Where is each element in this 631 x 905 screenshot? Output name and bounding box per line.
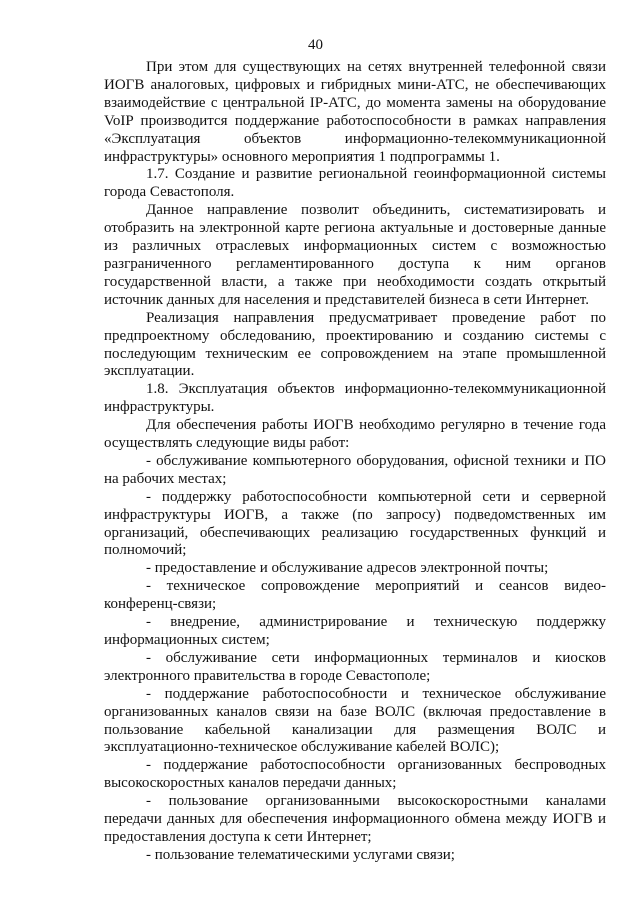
document-body: [104, 59, 606, 865]
list-item: - предоставление и обслуживание адресов электронной почты;: [146, 560, 549, 577]
list-item: - поддержание работоспособности организованных беспроводных высокоскоростных каналов передачи данных;: [104, 757, 606, 792]
list-item: - техническое сопровождение мероприятий и сеансов видео-конференц-связи;: [104, 578, 606, 613]
heading-section-1-8: 1.8. Эксплуатация объектов информационно-телекоммуникационной инфраструктуры.: [104, 381, 606, 416]
list-item: - обслуживание компьютерного оборудования, офисной техники и ПО на рабочих местах;: [104, 452, 606, 487]
list-item: - поддержку работоспособности компьютерной сети и серверной инфраструктуры ИОГВ, а также (по запросу) подведомственных им организаций, обеспечивающих реализацию государственных функций и полномочий;: [104, 488, 606, 559]
paragraph-implementation: Реализация направления предусматривает проведение работ по предпроектному обследованию, проектированию и созданию системы с последующим техническим ее сопровождением на этапе промышленной эксплуатации.: [104, 309, 606, 380]
list-item: - обслуживание сети информационных терминалов и киосков электронного правительства в городе Севастополе;: [104, 649, 606, 684]
list-item: - пользование организованными высокоскоростными каналами передачи данных для обеспечения информационного обмена между ИОГВ и предоставления доступа к сети Интернет;: [104, 793, 606, 845]
paragraph-geoinformation-system: Данное направление позволит объединить, систематизировать и отобразить на электронной карте региона актуальные и достоверные данные из различных отраслевых информационных систем с возможностью разграниченного регламентированного доступа к ним органов государственной власти, а также при необходимости создать открытый источник данных для населения и представителей бизнеса в сети Интернет.: [104, 202, 606, 308]
heading-section-1-7: 1.7. Создание и развитие региональной геоинформационной системы города Севастополя.: [104, 166, 606, 201]
page-number: 40: [308, 37, 323, 53]
list-item: - внедрение, администрирование и техническую поддержку информационных систем;: [104, 614, 606, 648]
list-item: - пользование телематическими услугами связи;: [146, 846, 455, 863]
paragraph-voip-maintenance: При этом для существующих на сетях внутренней телефонной связи ИОГВ аналоговых, цифровых и гибридных мини-АТС, не обеспечивающих взаимодействие с центральной IP-АТС, до момента замены на оборудование VoIP производится поддержание работоспособности в рамках направления «Эксплуатация объектов информационно-телекоммуникационной инфраструктуры» основного мероприятия 1 подпрограммы 1.: [104, 59, 606, 165]
list-item: - поддержание работоспособности и техническое обслуживание организованных каналов связи на базе ВОЛС (включая предоставление в пользование кабельной канализации для размещения ВОЛС и эксплуатационно-техническое обслуживание кабелей ВОЛС);: [104, 685, 606, 756]
paragraph-works-intro: Для обеспечения работы ИОГВ необходимо регулярно в течение года осуществлять следующие виды работ:: [104, 417, 606, 452]
